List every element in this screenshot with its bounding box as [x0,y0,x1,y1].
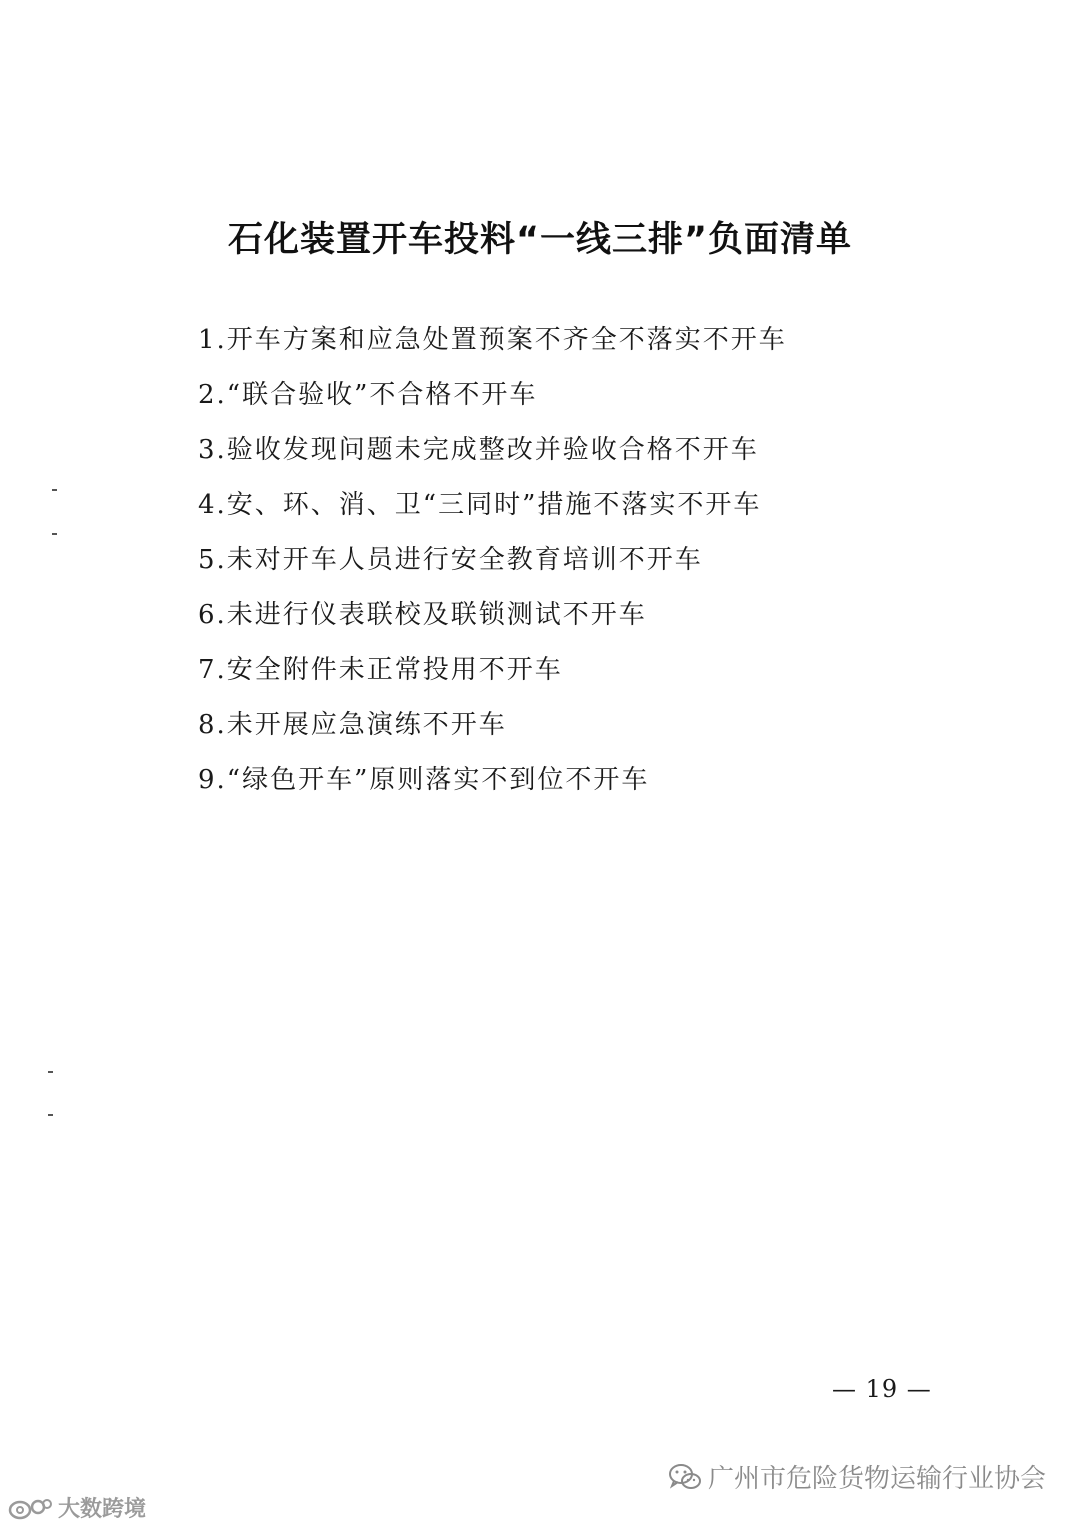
watermark-account-name: 广州市危险货物运输行业协会 [707,1464,1046,1494]
list-item: 4.安、环、消、卫“三同时”措施不落实不开车 [198,490,762,520]
list-item: 1.开车方案和应急处置预案不齐全不落实不开车 [198,325,787,355]
list-item: 6.未进行仪表联校及联锁测试不开车 [198,600,647,630]
negative-list [198,318,787,813]
list-item: 9.“绿色开车”原则落实不到位不开车 [198,765,650,795]
scan-mark [52,489,57,491]
list-item: 3.验收发现问题未完成整改并验收合格不开车 [198,435,759,465]
scan-mark [48,1114,53,1116]
list-item: 5.未对开车人员进行安全教育培训不开车 [198,545,703,575]
scan-mark [48,1071,53,1073]
list-item: 7.安全附件未正常投用不开车 [198,655,563,685]
wechat-icon [668,1462,702,1492]
watermark-account [668,1458,1046,1495]
watermark-brand [8,1492,146,1523]
scan-mark [52,533,57,535]
list-item: 2.“联合验收”不合格不开车 [198,380,538,410]
weibo-logo-icon [8,1495,52,1521]
document-title: 石化装置开车投料“一线三排”负面清单 [227,220,852,260]
page-number: — 19 — [832,1375,932,1403]
list-item: 8.未开展应急演练不开车 [198,710,507,740]
watermark-brand-name: 大数跨境 [58,1497,147,1522]
